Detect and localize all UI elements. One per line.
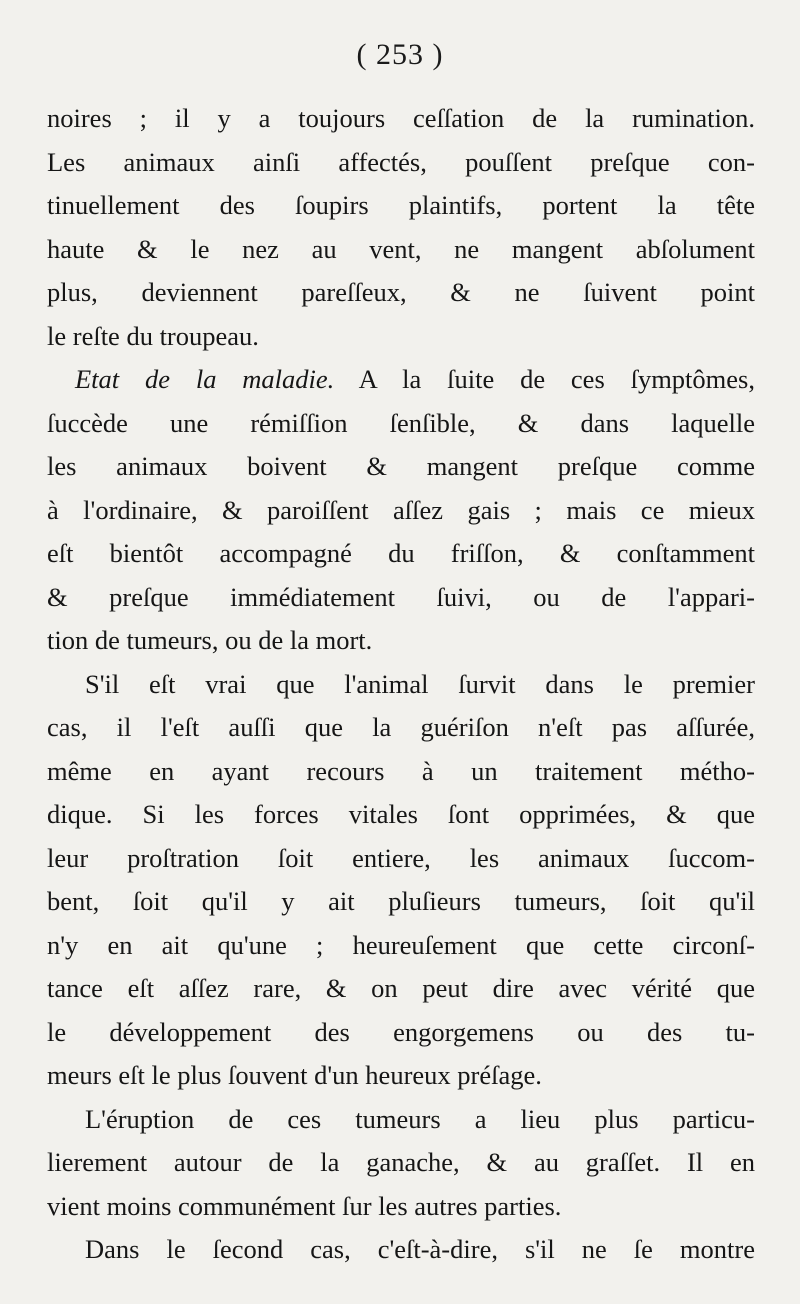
text-line: noires ; il y a toujours ceſſation de la rumination. bbox=[47, 103, 755, 133]
text-line: le développement des engorgemens ou des tu- bbox=[47, 1016, 755, 1047]
text-line: & preſque immédiatement ſuivi, ou de l'appari- bbox=[47, 581, 755, 612]
text-line: vient moins communément ſur les autres parties. bbox=[47, 1190, 562, 1221]
page-number: ( 253 ) bbox=[356, 38, 444, 71]
text-line: L'éruption de ces tumeurs a lieu plus particu- bbox=[85, 1103, 755, 1134]
text-line: tance eſt aſſez rare, & on peut dire avec vérité que bbox=[47, 973, 755, 1003]
text-line: meurs eſt le plus ſouvent d'un heureux préſage. bbox=[47, 1060, 542, 1090]
body-text bbox=[47, 97, 755, 1272]
text-line: ſuccède une rémiſſion ſenſible, & dans laquelle bbox=[47, 407, 755, 438]
text-line: leur proſtration ſoit entiere, les animaux ſuccom- bbox=[47, 842, 755, 873]
text-line: eſt bientôt accompagné du friſſon, & conſtamment bbox=[47, 538, 755, 568]
text-line: n'y en ait qu'une ; heureuſement que cette circonſ- bbox=[47, 929, 755, 960]
section-heading: Etat de la maladie. bbox=[75, 364, 335, 394]
text-line-with-heading bbox=[47, 358, 755, 402]
text-line: Dans le ſecond cas, c'eſt-à-dire, s'il ne ſe montre bbox=[85, 1234, 755, 1264]
text-line: à l'ordinaire, & paroiſſent aſſez gais ; mais ce mieux bbox=[47, 494, 755, 525]
text-line: tion de tumeurs, ou de la mort. bbox=[47, 625, 373, 655]
text-line: même en ayant recours à un traitement métho- bbox=[47, 755, 755, 786]
text-line: dique. Si les forces vitales ſont opprimées, & que bbox=[47, 799, 755, 829]
text-line: cas, il l'eſt auſſi que la guériſon n'eſt pas aſſurée, bbox=[47, 712, 755, 742]
text-line: tinuellement des ſoupirs plaintifs, portent la tête bbox=[47, 190, 755, 220]
text-line: Les animaux ainſi affectés, pouſſent preſque con- bbox=[47, 146, 755, 177]
text-line: lierement autour de la ganache, & au graſſet. Il en bbox=[47, 1147, 755, 1177]
text-line: les animaux boivent & mangent preſque comme bbox=[47, 451, 755, 481]
text-line: plus, deviennent pareſſeux, & ne ſuivent point bbox=[47, 277, 755, 307]
text-line: haute & le nez au vent, ne mangent abſolument bbox=[47, 233, 755, 264]
text-line: le reſte du troupeau. bbox=[47, 320, 259, 351]
text-line: S'il eſt vrai que l'animal ſurvit dans le premier bbox=[85, 668, 755, 699]
text-line-rest: A la ſuite de ces ſymptômes, bbox=[358, 364, 755, 394]
text-line: bent, ſoit qu'il y ait pluſieurs tumeurs, ſoit qu'il bbox=[47, 886, 755, 916]
